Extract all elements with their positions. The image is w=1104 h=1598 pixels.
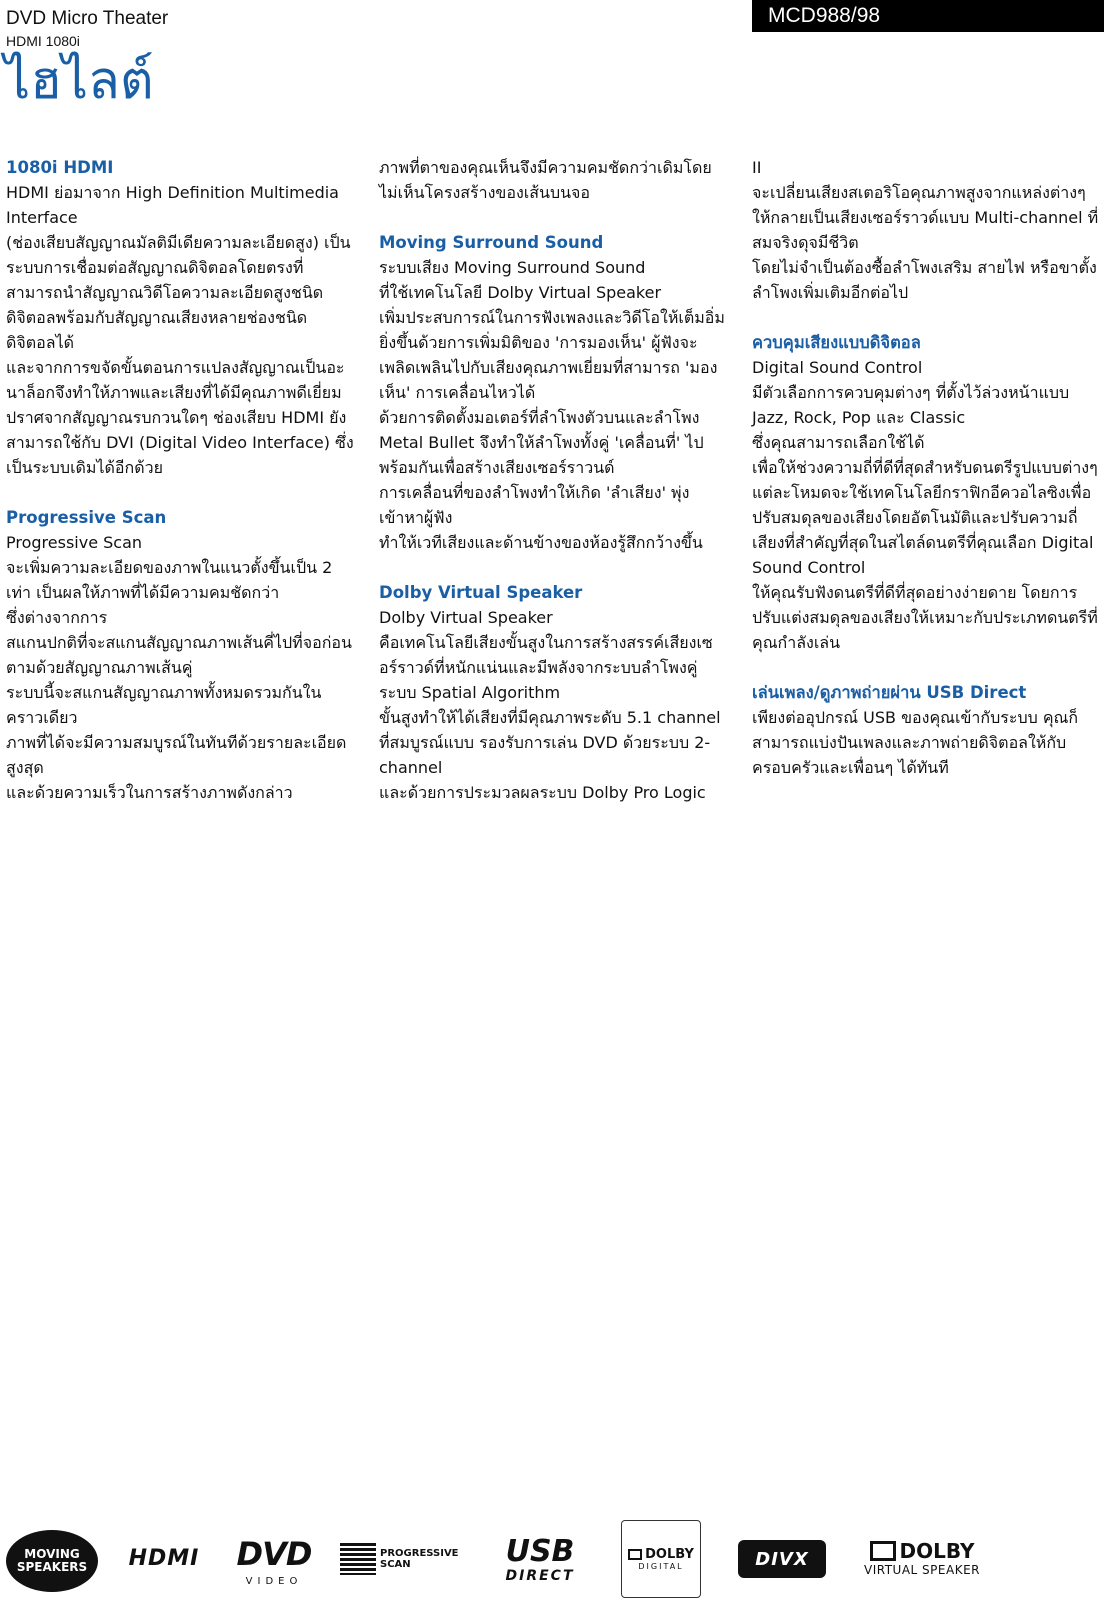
dolby-double-d-icon (628, 1549, 642, 1560)
section-body: HDMI ย่อมาจาก High Definition Multimedia Interface (ช่องเสียบสัญญาณมัลติมีเดียความละเอียดสูง) เป็นระบบการเชื่อมต่อสัญญาณดิจิตอลโดยตรงที่สามารถนำสัญญาณวิดีโอความละเอียดสูงชนิดดิจิตอลพร้อมกับสัญญาณเสียงหลายช่องชนิดดิจิตอลได้ และจากการขจัดขั้นตอนการแปลงสัญญาณเป็นอะนาล็อกจึงทำให้ภาพและเสียงที่ได้มีคุณภาพดีเยี่ยม ปราศจากสัญญาณรบกวนใดๆ ช่องเสียบ HDMI ยังสามารถใช้กับ DVI (Digital Video Interface) ซึ่งเป็นระบบเดิมได้อีกด้วย (6, 183, 354, 477)
page-title: ไฮไลต์ (4, 51, 154, 111)
usb-direct-logo (490, 1532, 590, 1588)
feature-logo-strip (0, 1520, 1104, 1598)
section-body: Digital Sound Control มีตัวเลือกการควบคุมต่างๆ ที่ตั้งไว้ล่วงหน้าแบบ Jazz, Rock, Pop และ Classic ซึ่งคุณสามารถเลือกใช้ได้ เพื่อให้ช่วงความถี่ที่ดีที่สุดสำหรับดนตรีรูปแบบต่างๆ แต่ละโหมดจะใช้เทคโนโลยีกราฟิกอีควอไลซิงเพื่อปรับสมดุลของเสียงโดยอัตโนมัติและปรับความถี่เสียงที่สำคัญที่สุดในสไตล์ดนตรีที่คุณเลือก Digital Sound Control ให้คุณรับฟังดนตรีที่ดีที่สุดอย่างง่ายดาย โดยการปรับแต่งสมดุลของเสียงให้เหมาะกับประเภทดนตรีที่คุณกำลังเล่น (752, 358, 1098, 652)
logo-text: HDMI (128, 1545, 200, 1571)
section-body: II จะเปลี่ยนเสียงสเตอริโอคุณภาพสูงจากแหล่งต่างๆ ให้กลายเป็นเสียงเซอร์ราวด์แบบ Multi-channel ที่สมจริงดุจมีชีวิต โดยไม่จำเป็นต้องซื้อลำโพงเสริม สายไฟ หรือขาตั้งลำโพงเพิ่มเติมอีกต่อไป (752, 158, 1099, 302)
logo-text: DIRECT (505, 1568, 575, 1584)
hdmi-logo (120, 1540, 208, 1576)
section-body: ระบบเสียง Moving Surround Sound ที่ใช้เทคโนโลยี Dolby Virtual Speaker เพิ่มประสบการณ์ในการฟังเพลงและวิดีโอให้เต็มอิ่มยิ่งขึ้นด้วยการเพิ่มมิติของ 'การมองเห็น' ผู้ฟังจะเพลิดเพลินไปกับเสียงคุณภาพเยี่ยมที่สามารถ 'มองเห็น' การเคลื่อนไหวได้ ด้วยการติดตั้งมอเตอร์ที่ลำโพงตัวบนและลำโพง Metal Bullet จึงทำให้ลำโพงทั้งคู่ 'เคลื่อนที่' ไปพร้อมกันเพื่อสร้างเสียงเซอร์ราวนด์ การเคลื่อนที่ของลำโพงทำให้เกิด 'ลำเสียง' พุ่งเข้าหาผู้ฟัง ทำให้เวทีเสียงและด้านข้างของห้องรู้สึกกว้างขึ้น (379, 258, 725, 552)
section-1080i-hdmi (6, 155, 356, 480)
section-body: Dolby Virtual Speaker คือเทคโนโลยีเสียงขั้นสูงในการสร้างสรรค์เสียงเซอร์ราวด์ที่หนักแน่นและมีพลังจากระบบลำโพงคู่ ระบบ Spatial Algorithm ขั้นสูงทำให้ได้เสียงที่มีคุณภาพระดับ 5.1 channel ที่สมบูรณ์แบบ รองรับการเล่น DVD ด้วยระบบ 2-channel และด้วยการประมวลผลระบบ Dolby Pro Logic (379, 608, 721, 802)
product-subtitle: HDMI 1080i (6, 33, 80, 49)
logo-text-group (870, 1539, 975, 1563)
logo-text: DVD (236, 1534, 312, 1573)
logo-text-group (628, 1547, 694, 1562)
logo-text: VIRTUAL SPEAKER (864, 1563, 980, 1577)
product-line: DVD Micro Theater (6, 8, 169, 29)
section-heading: 1080i HDMI (6, 158, 114, 177)
section-heading: Dolby Virtual Speaker (379, 583, 583, 602)
logo-text: SPEAKERS (16, 1560, 88, 1574)
section-dolby-virtual-speaker (379, 580, 729, 805)
logo-text: USB (505, 1534, 575, 1569)
section-body: เพียงต่ออุปกรณ์ USB ของคุณเข้ากับระบบ คุณก็สามารถแบ่งปันเพลงและภาพถ่ายดิจิตอลให้กับครอบครัวและเพื่อนๆ ได้ทันที (752, 708, 1079, 777)
section-dolby-virtual-speaker-continued (752, 155, 1102, 305)
logo-text: DIGITAL (638, 1562, 684, 1571)
logo-text: SCAN (380, 1559, 411, 1570)
logo-text: PROGRESSIVE (380, 1548, 459, 1559)
dolby-double-d-icon (870, 1541, 896, 1561)
column-2 (379, 155, 729, 830)
section-heading: Moving Surround Sound (379, 233, 604, 252)
logo-text: MOVING (24, 1547, 80, 1561)
logo-text-group (380, 1548, 459, 1570)
section-usb-direct (752, 680, 1102, 780)
dolby-digital-logo (621, 1520, 701, 1598)
logo-text: DIVX (755, 1548, 809, 1570)
scan-lines-icon (340, 1543, 376, 1575)
section-progressive-scan-continued (379, 155, 729, 205)
section-body: ภาพที่ตาของคุณเห็นจึงมีความคมชัดกว่าเดิมโดยไม่เห็นโครงสร้างของเส้นบนจอ (379, 158, 712, 202)
column-3 (752, 155, 1102, 805)
section-moving-surround-sound (379, 230, 729, 555)
column-1 (6, 155, 356, 830)
logo-text: DOLBY (899, 1539, 975, 1563)
section-digital-sound-control (752, 330, 1102, 655)
moving-speakers-logo (6, 1530, 98, 1592)
progressive-scan-logo (340, 1542, 460, 1576)
divx-logo (738, 1540, 826, 1578)
section-heading: ควบคุมเสียงแบบดิจิตอล (752, 333, 921, 352)
dolby-virtual-speaker-logo (860, 1532, 984, 1584)
section-heading: Progressive Scan (6, 508, 167, 527)
section-progressive-scan (6, 505, 356, 805)
dvd-video-logo (228, 1528, 320, 1594)
logo-text: VIDEO (245, 1575, 303, 1587)
logo-text: DOLBY (645, 1547, 694, 1562)
model-number-bar: MCD988/98 (752, 0, 1104, 32)
section-body: Progressive Scan จะเพิ่มความละเอียดของภาพในแนวตั้งขึ้นเป็น 2 เท่า เป็นผลให้ภาพที่ได้มีความคมชัดกว่า ซึ่งต่างจากการ สแกนปกติที่จะสแกนสัญญาณภาพเส้นคี่ไปที่จอก่อน ตามด้วยสัญญาณภาพเส้นคู่ ระบบนี้จะสแกนสัญญาณภาพทั้งหมดรวมกันในคราวเดียว ภาพที่ได้จะมีความสมบูรณ์ในทันทีด้วยรายละเอียดสูงสุด และด้วยความเร็วในการสร้างภาพดังกล่าว (6, 533, 352, 802)
section-heading: เล่นเพลง/ดูภาพถ่ายผ่าน USB Direct (752, 683, 1027, 702)
